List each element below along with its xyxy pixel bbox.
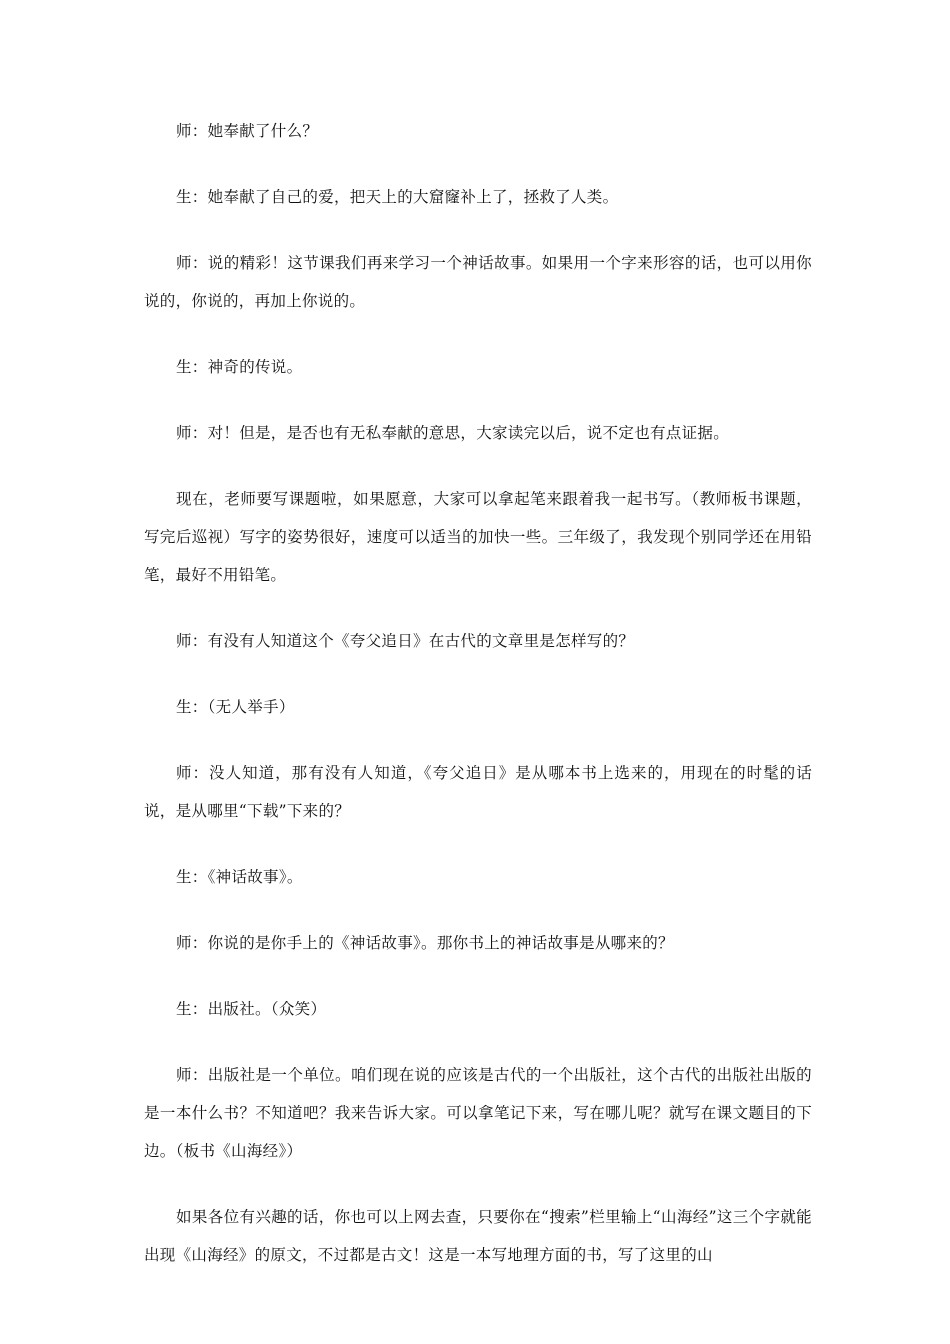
paragraph-10: 生：《神话故事》。 <box>176 868 303 886</box>
paragraph-4: 生：神奇的传说。 <box>176 358 303 376</box>
document-page <box>144 112 812 1302</box>
paragraph-2: 生：她奉献了自己的爱，把天上的大窟窿补上了，拯救了人类。 <box>176 188 619 206</box>
paragraph-5: 师：对！但是，是否也有无私奉献的意思，大家读完以后，说不定也有点证据。 <box>176 424 730 442</box>
paragraph-14: 如果各位有兴趣的话，你也可以上网去查，只要你在“搜索”栏里输上“山海经”这三个字就能出现《山海经》的原文，不过都是古文！这是一本写地理方面的书，写了这里的山 <box>144 1208 812 1264</box>
paragraph-3: 师：说的精彩！这节课我们再来学习一个神话故事。如果用一个字来形容的话，也可以用你说的，你说的，再加上你说的。 <box>144 254 812 310</box>
paragraph-6: 现在，老师要写课题啦，如果愿意，大家可以拿起笔来跟着我一起书写。（教师板书课题，写完后巡视）写字的姿势很好，速度可以适当的加快一些。三年级了，我发现个别同学还在用铅笔，最好不用铅笔。 <box>144 490 812 584</box>
paragraph-9: 师：没人知道，那有没有人知道，《夸父追日》是从哪本书上选来的，用现在的时髦的话说，是从哪里“下载”下来的？ <box>144 764 812 820</box>
paragraph-11: 师：你说的是你手上的《神话故事》。那你书上的神话故事是从哪来的？ <box>176 934 674 952</box>
paragraph-12: 生：出版社。（众笑） <box>176 1000 327 1018</box>
paragraph-13: 师：出版社是一个单位。咱们现在说的应该是古代的一个出版社，这个古代的出版社出版的是一本什么书？不知道吧？我来告诉大家。可以拿笔记下来，写在哪儿呢？就写在课文题目的下边。（板书《山海经》） <box>144 1066 812 1160</box>
paragraph-7: 师：有没有人知道这个《夸父追日》在古代的文章里是怎样写的？ <box>176 632 635 650</box>
paragraph-1: 师：她奉献了什么？ <box>176 122 319 140</box>
paragraph-8: 生：（无人举手） <box>176 698 295 716</box>
